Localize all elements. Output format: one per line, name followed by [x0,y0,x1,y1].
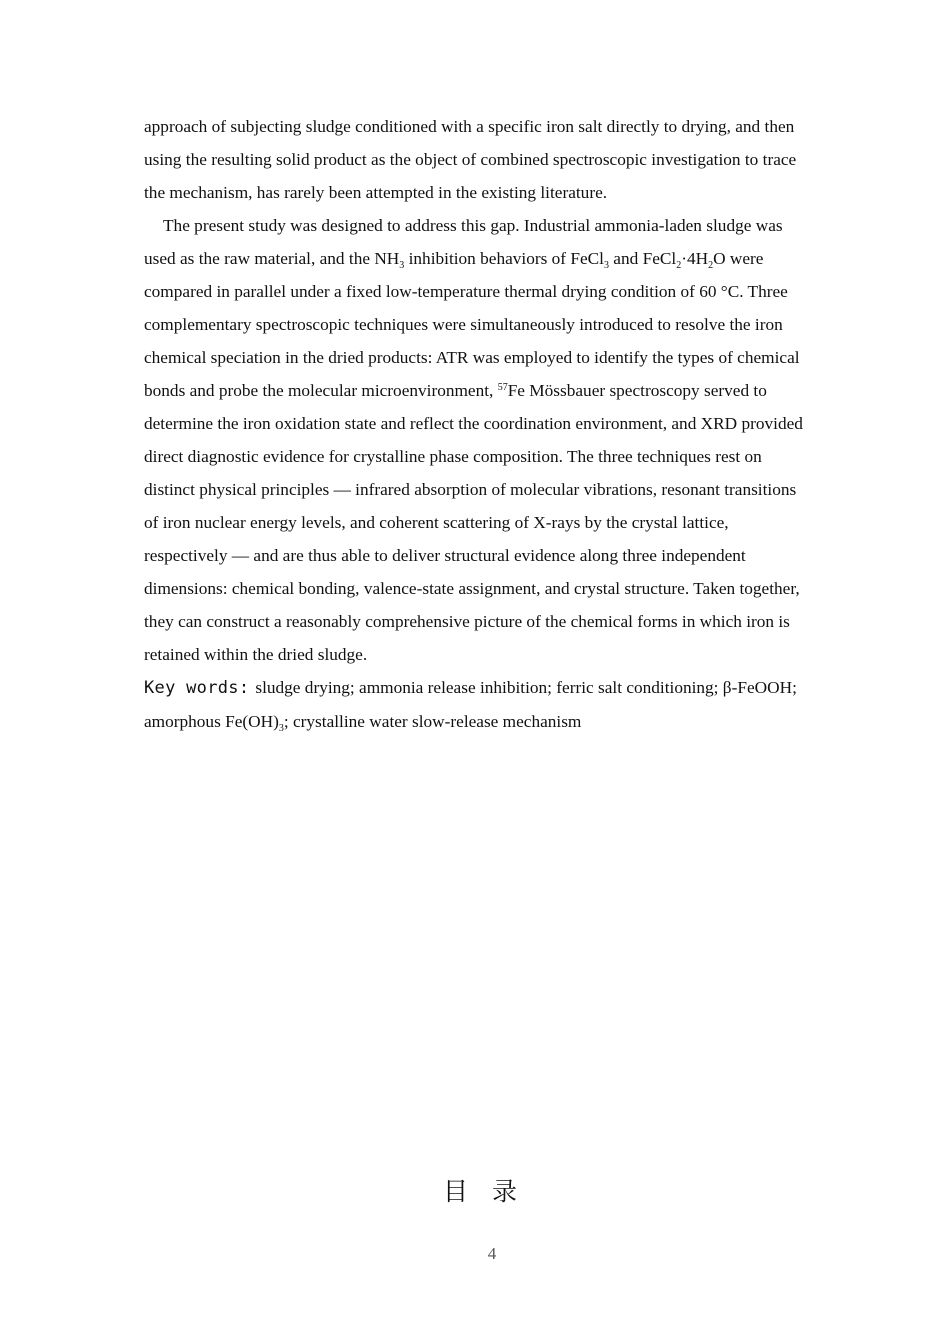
keywords-text: sludge drying; ammonia release inhibition; ferric salt conditioning; β-FeOOH; amorphous Fe(OH) [144,678,797,731]
paragraph-2-segment: The present study was designed to address this gap. Industrial ammonia-laden sludge was used as the raw material, and the NH [144,216,783,268]
subscript: 2 [676,260,682,271]
toc-title: 目录 [442,1177,541,1206]
body-text [144,110,808,738]
keywords-text: ; crystalline water slow-release mechanism [283,712,582,731]
paragraph-2 [144,209,808,671]
paragraph-2-segment: Fe Mössbauer spectroscopy served to determine the iron oxidation state and reflect the coordination environment, and XRD provided direct diagnostic evidence for crystalline phase composition. The three techniques rest on distinct physical principles — infrared absorption of molecular vibrations, resonant transitions of iron nuclear energy levels, and coherent scattering of X-rays by the crystal lattice, respectively — and are thus able to deliver structural evidence along three independent dimensions: chemical bonding, valence-state assignment, and crystal structure. Taken together, they can construct a reasonably comprehensive picture of the chemical forms in which iron is retained within the dried sludge. [144,381,803,664]
subscript: 3 [603,260,609,271]
paragraph-2-segment: inhibition behaviors of FeCl [404,249,604,268]
keywords-label: Key words: [144,678,250,698]
keywords-line [144,671,808,738]
paragraph-2-segment: and FeCl [608,249,677,268]
superscript: 57 [497,382,508,393]
subscript: 2 [708,260,714,271]
subscript: 3 [278,723,284,734]
page-number: 4 [487,1244,497,1263]
paragraph-2-segment: O were compared in parallel under a fixed low-temperature thermal drying condition of 60 °C. Three complementary spectroscopic techniques were simultaneously introduced to resolve the iron chemical speciation in the dried products: ATR was employed to identify the types of chemical bonds and probe the molecular microenvironment, [144,249,800,400]
paragraph-1 [144,110,808,209]
paragraph-2-segment: ·4H [681,249,709,268]
subscript: 3 [399,260,405,271]
paragraph-1-text: approach of subjecting sludge conditioned with a specific iron salt directly to drying, and then using the resulting solid product as the object of combined spectroscopic investigation to trace the mechanism, has rarely been attempted in the existing literature. [144,117,797,202]
